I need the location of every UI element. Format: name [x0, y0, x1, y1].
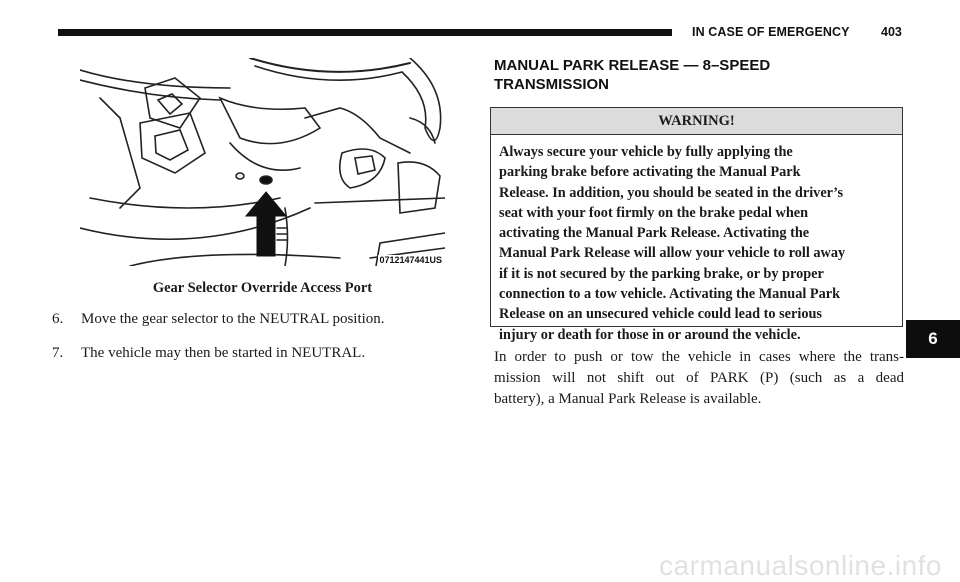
warning-line: parking brake before activating the Manual Park — [499, 164, 801, 181]
paragraph-line: battery), a Manual Park Release is available. — [494, 391, 762, 407]
gear-selector-illustration — [80, 58, 445, 266]
running-header-title: IN CASE OF EMERGENCY — [692, 25, 850, 39]
step-number: 6. — [52, 311, 64, 327]
step-item — [52, 311, 385, 328]
section-heading-line: TRANSMISSION — [494, 76, 610, 93]
warning-line: Manual Park Release will allow your vehicle to roll away — [499, 245, 846, 262]
warning-line: Release. In addition, you should be seated in the driver’s — [499, 184, 844, 201]
watermark: carmanualsonline.info — [659, 550, 942, 581]
section-heading-line: MANUAL PARK RELEASE — 8–SPEED — [494, 57, 771, 74]
header-rule — [58, 29, 672, 36]
warning-line: if it is not secured by the parking brake, or by proper — [499, 265, 824, 282]
step-number: 7. — [52, 345, 64, 361]
paragraph-line: mission will not shift out of PARK (P) (such as a dead — [494, 370, 904, 386]
up-arrow-icon — [246, 192, 286, 256]
figure-caption: Gear Selector Override Access Port — [152, 280, 373, 296]
warning-line: activating the Manual Park Release. Activating the — [499, 225, 810, 242]
dashboard-line-drawing — [80, 58, 445, 266]
page-number: 403 — [881, 25, 902, 39]
warning-title: WARNING! — [491, 108, 902, 135]
chapter-tab: 6 — [906, 320, 960, 358]
section-heading — [494, 56, 904, 94]
warning-line: Always secure your vehicle by fully applying the — [499, 144, 793, 160]
step-text: The vehicle may then be started in NEUTRAL. — [81, 345, 366, 361]
warning-line: connection to a tow vehicle. Activating the Manual Park — [499, 286, 841, 303]
warning-line: Release on an unsecured vehicle could lead to serious — [499, 306, 822, 323]
step-text: Move the gear selector to the NEUTRAL position. — [81, 311, 385, 327]
warning-body — [491, 135, 902, 345]
step-item — [52, 345, 365, 362]
figure-code: 0712147441US — [379, 255, 442, 265]
paragraph-line: In order to push or tow the vehicle in cases where the trans- — [494, 349, 904, 365]
warning-line: injury or death for those in or around the vehicle. — [499, 326, 801, 343]
body-paragraph — [494, 347, 904, 410]
warning-line: seat with your foot firmly on the brake pedal when — [499, 204, 809, 221]
warning-box — [490, 107, 903, 343]
